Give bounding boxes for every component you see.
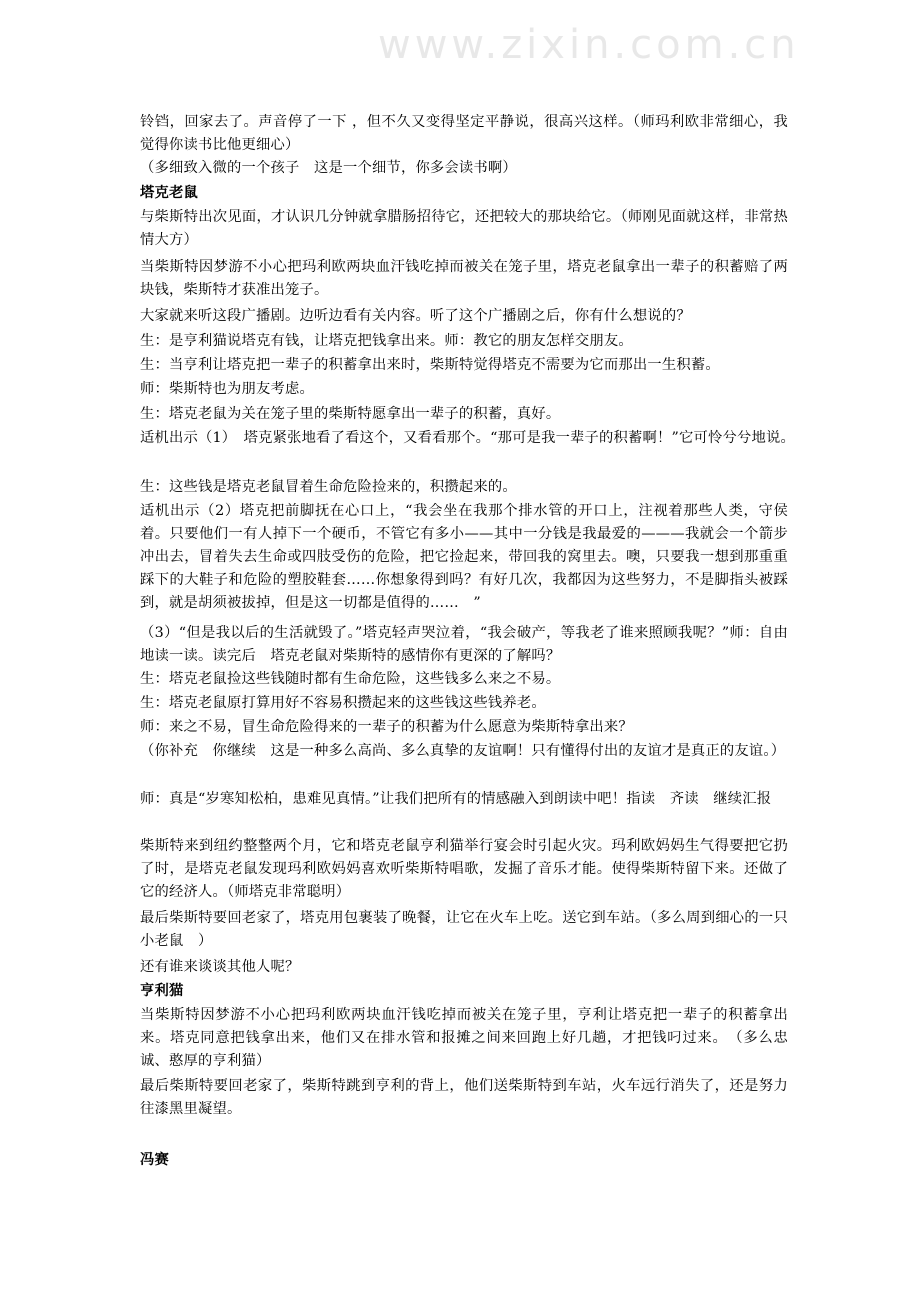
paragraph: （你补充 你继续 这是一种多么高尚、多么真挚的友谊啊！只有懂得付出的友谊才是真正的友谊。） xyxy=(140,743,786,759)
paragraph: 生：当亨利让塔克把一辈子的积蓄拿出来时，柴斯特觉得塔克不需要为它而那出一生积蓄。 xyxy=(140,357,720,373)
section-heading-henry-cat: 亨利猫 xyxy=(140,983,184,999)
paragraph: 最后柴斯特要回老家了，柴斯特跳到亨利的背上，他们送柴斯特到车站，火车远行消失了，还是努力往漆黑里凝望。 xyxy=(140,1078,788,1117)
paragraph: 师：柴斯特也为朋友考虑。 xyxy=(140,381,314,397)
paragraph: 生：塔克老鼠为关在笼子里的柴斯特愿拿出一辈子的积蓄，真好。 xyxy=(140,406,561,422)
paragraph: 适机出示（1） 塔克紧张地看了看这个，又看看那个。“那可是我一辈子的积蓄啊！”它可怜兮兮地说。 xyxy=(140,430,796,446)
paragraph: 师：真是“岁寒知松柏，患难见真情。”让我们把所有的情感融入到朗读中吧！指读 齐读 继续汇报 xyxy=(140,791,772,807)
paragraph: 生：这些钱是塔克老鼠冒着生命危险捡来的，积攒起来的。 xyxy=(140,479,517,495)
paragraph: 生：塔克老鼠捡这些钱随时都有生命危险，这些钱多么来之不易。 xyxy=(140,671,561,687)
paragraph: 当柴斯特因梦游不小心把玛利欧两块血汗钱吃掉而被关在笼子里，亨利让塔克把一辈子的积蓄拿出来。塔克同意把钱拿出来，他们又在排水管和报摊之间来回跑上好几趟，才把钱叼过来。 （多么忠诚、憨厚的亨利猫） xyxy=(140,1007,788,1069)
paragraph: 铃铛，回家去了。声音停了一下 ，但不久又变得坚定平静说，很高兴这样。（师玛利欧非常细心，我觉得你读书比他更细心） xyxy=(140,114,788,153)
paragraph: 师：来之不易，冒生命危险得来的一辈子的积蓄为什么愿意为柴斯特拿出来？ xyxy=(140,719,633,735)
paragraph: 生：是亨利猫说塔克有钱，让塔克把钱拿出来。师：教它的朋友怎样交朋友。 xyxy=(140,333,633,349)
paragraph: （多细致入微的一个孩子 这是一个细节，你多会读书啊） xyxy=(140,160,517,176)
paragraph: 最后柴斯特要回老家了，塔克用包裹装了晚餐，让它在火车上吃。送它到车站。（多么周到细心的一只小老鼠 ） xyxy=(140,910,788,949)
paragraph: 生：塔克老鼠原打算用好不容易积攒起来的这些钱这些钱养老。 xyxy=(140,695,546,711)
paragraph: 当柴斯特因梦游不小心把玛利欧两块血汗钱吃掉而被关在笼子里，塔克老鼠拿出一辈子的积蓄赔了两块钱，柴斯特才获准出笼子。 xyxy=(140,259,788,298)
paragraph: 与柴斯特出次见面，才认识几分钟就拿腊肠招待它，还把较大的那块给它。（师刚见面就这样，非常热情大方） xyxy=(140,209,788,248)
paragraph: 还有谁来谈谈其他人呢？ xyxy=(140,959,300,975)
author-name: 冯赛 xyxy=(140,1152,169,1168)
paragraph: 柴斯特来到纽约整整两个月，它和塔克老鼠亨利猫举行宴会时引起火灾。玛利欧妈妈生气得要把它扔了时，是塔克老鼠发现玛利欧妈妈喜欢听柴斯特唱歌，发掘了音乐才能。使得柴斯特留下来。还做了它的经济人。（师塔克非常聪明） xyxy=(140,838,788,900)
paragraph: 大家就来听这段广播剧。边听边看有关内容。听了这个广播剧之后，你有什么想说的？ xyxy=(140,308,691,324)
paragraph: 适机出示（2）塔克把前脚抚在心口上，“我会坐在我那个排水管的开口上，注视着那些人类，守侯着。只要他们一有人掉下一个硬币，不管它有多小——其中一分钱是我最爱的———我就会一个箭步冲出去，冒着失去生命或四肢受伤的危险，把它捡起来，带回我的窝里去。噢，只要我一想到那重重踩下的大鞋子和危险的塑胶鞋套……你想象得到吗？有好几次，我都因为这些努力，不是脚指头被踩到，就是胡须被拔掉，但是这一切都是值得的…… ” xyxy=(140,503,788,611)
section-heading-tuck-mouse: 塔克老鼠 xyxy=(140,185,198,201)
paragraph: （3）“但是我以后的生活就毁了。”塔克轻声哭泣着，“我会破产，等我老了谁来照顾我呢？”师：自由地读一读。读完后 塔克老鼠对柴斯特的感情你有更深的了解吗？ xyxy=(140,625,788,664)
watermark: www.zixin.com.cn xyxy=(378,22,800,68)
